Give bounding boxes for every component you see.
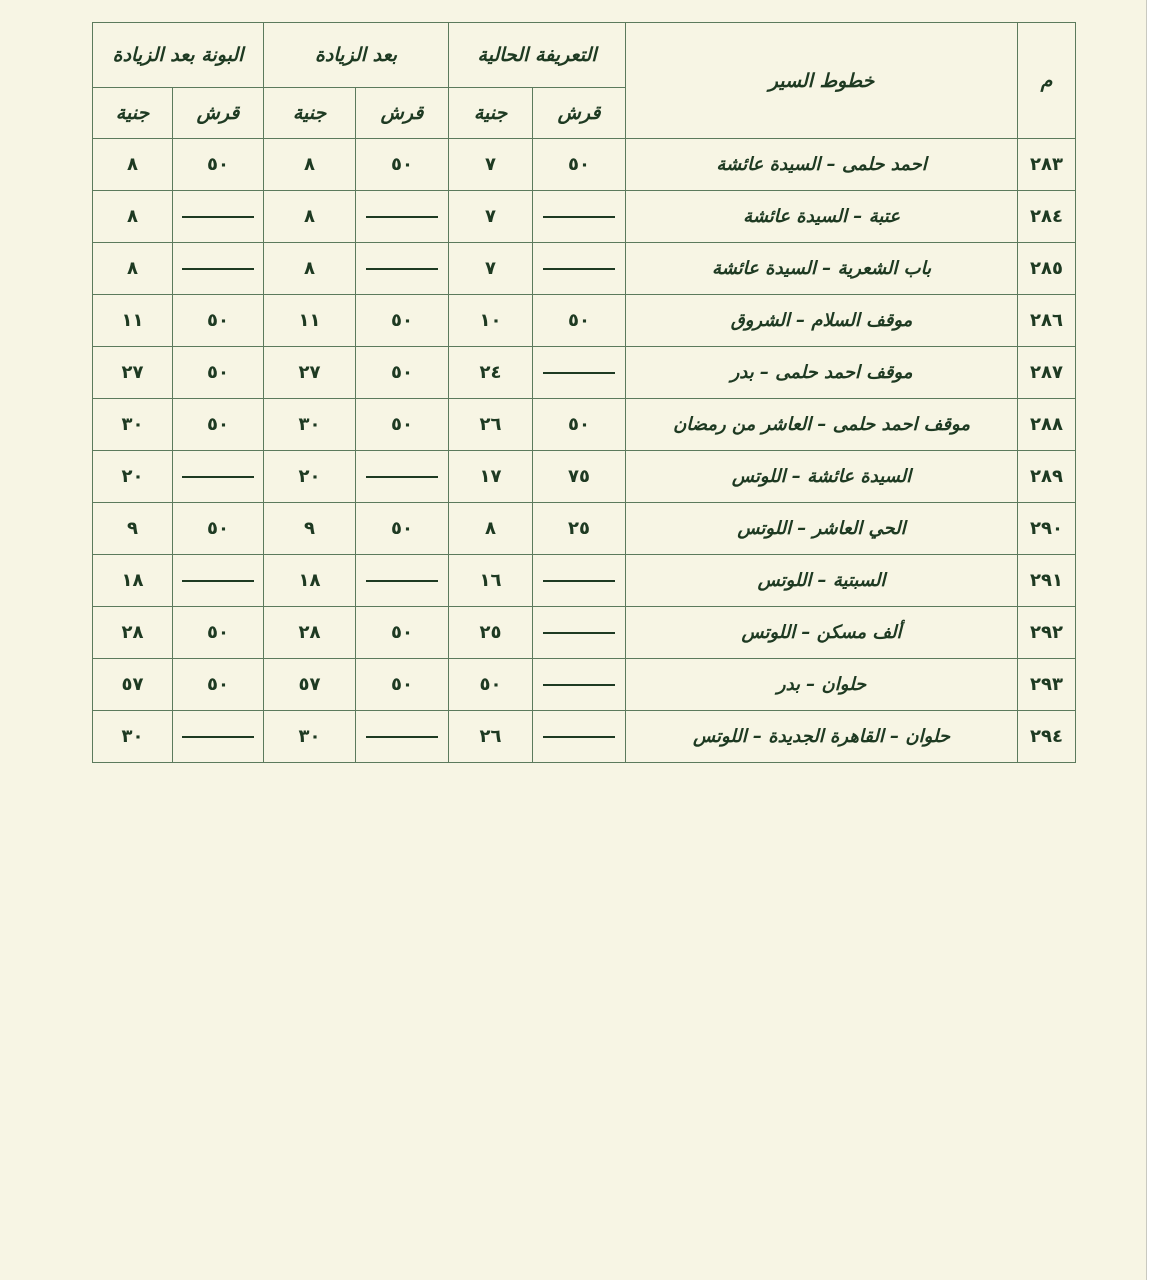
after-piaster: ٥٠ <box>356 139 449 191</box>
after-piaster <box>356 451 449 503</box>
route-number: ٢٨٦ <box>1018 295 1076 347</box>
pass-piaster <box>173 191 264 243</box>
header-row-top <box>93 23 1076 88</box>
after-piaster: ٥٠ <box>356 607 449 659</box>
current-pound: ٧ <box>449 191 533 243</box>
route-name: الحي العاشر – اللوتس <box>626 503 1018 555</box>
empty-dash <box>543 216 615 218</box>
header-pass-piaster: قرش <box>173 88 264 139</box>
current-pound: ٢٤ <box>449 347 533 399</box>
pass-pound: ٨ <box>93 191 173 243</box>
header-index: م <box>1018 23 1076 139</box>
pass-pound: ٢٠ <box>93 451 173 503</box>
current-pound: ٧ <box>449 243 533 295</box>
after-piaster <box>356 711 449 763</box>
after-piaster <box>356 243 449 295</box>
pass-pound: ١١ <box>93 295 173 347</box>
empty-dash <box>543 736 615 738</box>
after-pound: ٨ <box>264 191 356 243</box>
table-row <box>93 555 1076 607</box>
empty-dash <box>543 268 615 270</box>
table-row <box>93 711 1076 763</box>
after-piaster <box>356 555 449 607</box>
current-pound: ٥٠ <box>449 659 533 711</box>
pass-pound: ٨ <box>93 243 173 295</box>
page-edge <box>1146 0 1175 1280</box>
header-route: خطوط السير <box>626 23 1018 139</box>
route-name: عتبة – السيدة عائشة <box>626 191 1018 243</box>
pass-piaster <box>173 711 264 763</box>
pass-piaster: ٥٠ <box>173 295 264 347</box>
header-current-fare: التعريفة الحالية <box>449 23 626 88</box>
current-piaster: ٧٥ <box>533 451 626 503</box>
current-piaster: ٥٠ <box>533 139 626 191</box>
after-pound: ٢٧ <box>264 347 356 399</box>
table-row <box>93 451 1076 503</box>
pass-piaster: ٥٠ <box>173 347 264 399</box>
pass-pound: ٢٨ <box>93 607 173 659</box>
route-name: حلوان – القاهرة الجديدة – اللوتس <box>626 711 1018 763</box>
route-number: ٢٩٤ <box>1018 711 1076 763</box>
header-current-piaster: قرش <box>533 88 626 139</box>
pass-piaster: ٥٠ <box>173 503 264 555</box>
after-pound: ٢٠ <box>264 451 356 503</box>
header-after-piaster: قرش <box>356 88 449 139</box>
empty-dash <box>543 684 615 686</box>
after-pound: ٣٠ <box>264 399 356 451</box>
pass-piaster: ٥٠ <box>173 139 264 191</box>
table-row <box>93 659 1076 711</box>
after-pound: ١٨ <box>264 555 356 607</box>
empty-dash <box>366 580 438 582</box>
current-pound: ١٦ <box>449 555 533 607</box>
current-pound: ٢٦ <box>449 399 533 451</box>
pass-pound: ٩ <box>93 503 173 555</box>
after-pound: ٣٠ <box>264 711 356 763</box>
current-piaster: ٥٠ <box>533 399 626 451</box>
route-name: باب الشعرية – السيدة عائشة <box>626 243 1018 295</box>
current-pound: ١٠ <box>449 295 533 347</box>
current-piaster: ٥٠ <box>533 295 626 347</box>
after-piaster: ٥٠ <box>356 503 449 555</box>
pass-pound: ٢٧ <box>93 347 173 399</box>
route-name: حلوان – بدر <box>626 659 1018 711</box>
pass-pound: ٥٧ <box>93 659 173 711</box>
pass-piaster: ٥٠ <box>173 399 264 451</box>
after-piaster <box>356 191 449 243</box>
route-number: ٢٨٤ <box>1018 191 1076 243</box>
route-name: موقف السلام – الشروق <box>626 295 1018 347</box>
empty-dash <box>366 216 438 218</box>
pass-piaster: ٥٠ <box>173 659 264 711</box>
current-piaster <box>533 711 626 763</box>
empty-dash <box>182 580 254 582</box>
pass-pound: ٣٠ <box>93 399 173 451</box>
table-row <box>93 503 1076 555</box>
empty-dash <box>366 268 438 270</box>
empty-dash <box>182 736 254 738</box>
empty-dash <box>366 736 438 738</box>
route-name: موقف احمد حلمى – العاشر من رمضان <box>626 399 1018 451</box>
route-number: ٢٩١ <box>1018 555 1076 607</box>
empty-dash <box>543 632 615 634</box>
fare-rows <box>93 139 1076 763</box>
current-piaster <box>533 659 626 711</box>
pass-piaster: ٥٠ <box>173 607 264 659</box>
route-name: ألف مسكن – اللوتس <box>626 607 1018 659</box>
route-name: احمد حلمى – السيدة عائشة <box>626 139 1018 191</box>
route-number: ٢٨٧ <box>1018 347 1076 399</box>
route-number: ٢٩٢ <box>1018 607 1076 659</box>
header-current-pound: جنية <box>449 88 533 139</box>
empty-dash <box>182 216 254 218</box>
current-piaster <box>533 555 626 607</box>
after-piaster: ٥٠ <box>356 399 449 451</box>
current-pound: ٨ <box>449 503 533 555</box>
table-row <box>93 295 1076 347</box>
after-pound: ٢٨ <box>264 607 356 659</box>
current-piaster <box>533 243 626 295</box>
pass-piaster <box>173 555 264 607</box>
current-piaster <box>533 191 626 243</box>
current-pound: ١٧ <box>449 451 533 503</box>
current-pound: ٧ <box>449 139 533 191</box>
current-piaster: ٢٥ <box>533 503 626 555</box>
route-number: ٢٨٣ <box>1018 139 1076 191</box>
route-name: موقف احمد حلمى – بدر <box>626 347 1018 399</box>
after-pound: ١١ <box>264 295 356 347</box>
current-pound: ٢٥ <box>449 607 533 659</box>
header-pass-after-increase: البونة بعد الزيادة <box>93 23 264 88</box>
current-piaster <box>533 607 626 659</box>
pass-piaster <box>173 451 264 503</box>
after-pound: ٨ <box>264 139 356 191</box>
route-name: السيدة عائشة – اللوتس <box>626 451 1018 503</box>
empty-dash <box>543 372 615 374</box>
table-row <box>93 399 1076 451</box>
route-number: ٢٨٨ <box>1018 399 1076 451</box>
pass-piaster <box>173 243 264 295</box>
header-pass-pound: جنية <box>93 88 173 139</box>
current-pound: ٢٦ <box>449 711 533 763</box>
header-after-pound: جنية <box>264 88 356 139</box>
after-piaster: ٥٠ <box>356 295 449 347</box>
route-number: ٢٩٣ <box>1018 659 1076 711</box>
empty-dash <box>543 580 615 582</box>
after-pound: ٩ <box>264 503 356 555</box>
empty-dash <box>182 268 254 270</box>
after-piaster: ٥٠ <box>356 659 449 711</box>
after-pound: ٨ <box>264 243 356 295</box>
route-name: السبتية – اللوتس <box>626 555 1018 607</box>
table-row <box>93 191 1076 243</box>
table-row <box>93 139 1076 191</box>
table-row <box>93 607 1076 659</box>
current-piaster <box>533 347 626 399</box>
header-after-increase: بعد الزيادة <box>264 23 449 88</box>
table-row <box>93 243 1076 295</box>
pass-pound: ٨ <box>93 139 173 191</box>
route-number: ٢٨٩ <box>1018 451 1076 503</box>
empty-dash <box>182 476 254 478</box>
after-piaster: ٥٠ <box>356 347 449 399</box>
route-number: ٢٨٥ <box>1018 243 1076 295</box>
table-row <box>93 347 1076 399</box>
empty-dash <box>366 476 438 478</box>
after-pound: ٥٧ <box>264 659 356 711</box>
route-number: ٢٩٠ <box>1018 503 1076 555</box>
fare-table <box>92 22 1076 763</box>
pass-pound: ٣٠ <box>93 711 173 763</box>
pass-pound: ١٨ <box>93 555 173 607</box>
